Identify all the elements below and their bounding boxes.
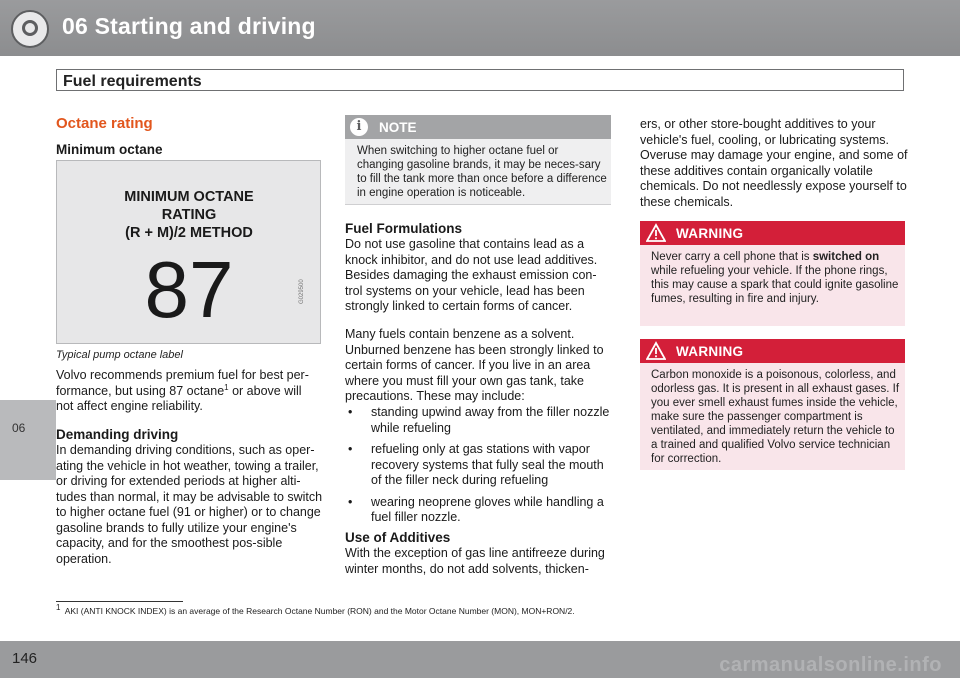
minimum-octane-heading: Minimum octane (56, 142, 163, 157)
figure-code: G029500 (299, 279, 305, 304)
list-item: • wearing neoprene gloves while handling a fuel filler nozzle. (348, 494, 604, 524)
use-of-additives-text: With the exception of gas line antifreeze during winter months, do not add solvents, thicken- (345, 546, 605, 576)
warning-label: WARNING (676, 226, 744, 241)
chapter-side-tab-label: 06 (12, 421, 26, 435)
volvo-logo-icon (11, 10, 49, 48)
demanding-driving-heading: Demanding driving (56, 427, 179, 442)
precautions-list (345, 405, 615, 532)
note-box (345, 115, 611, 205)
warning-text: Carbon monoxide is a poisonous, colorless, and odorless gas. It is present in all exhaust gases. If you ever smell exhaust fumes inside the vehicle, make sure the passenger compartment is ventilated, and immediately return the vehicle to a trained and qualified Volvo service technician for correction. (651, 369, 900, 465)
chapter-side-tab (0, 400, 56, 480)
warning-triangle-icon (646, 341, 666, 361)
section-title: Fuel requirements (63, 73, 202, 90)
figure-caption: Typical pump octane label (56, 349, 183, 361)
fuel-formulations-text: Do not use gasoline that contains lead as a knock inhibitor, and do not use lead additives. Besides damaging the exhaust emission con-trol systems on your vehicle, lead has been strongly linked to certain forms of cancer. (345, 237, 598, 313)
fuel-formulations-heading: Fuel Formulations (345, 221, 463, 236)
list-item: • refueling only at gas stations with vapor recovery systems that fully seal the mouth of the filler neck during refueling (348, 442, 604, 487)
warning-box-carbon-monoxide (640, 339, 905, 470)
warning-text: Never carry a cell phone that is switched on while refueling your vehicle. If the phone rings, this may cause a spark that could ignite gasoline fumes, resulting in fire and injury. (651, 251, 899, 305)
chapter-title: 06 Starting and driving (62, 13, 316, 39)
left-margin (0, 56, 56, 641)
additives-continued-text: ers, or other store-bought additives to your vehicle's fuel, cooling, or lubricating systems. Overuse may damage your engine, and some of these additives contain organically volatile chemicals. Do not needlessly expose yourself to these chemicals. (640, 117, 908, 209)
warning-header (640, 221, 905, 245)
page-number: 146 (12, 650, 38, 667)
note-text: When switching to higher octane fuel or changing gasoline brands, it may be neces-sary to fill the tank more than once before a difference in engine operation is noticeable. (357, 145, 607, 199)
octane-rating-heading: Octane rating (56, 115, 153, 132)
footnote-ref: 1 (224, 382, 229, 392)
warning-box-cell-phone (640, 221, 905, 326)
info-icon: i (350, 118, 368, 136)
note-label: NOTE (379, 120, 417, 135)
pump-octane-label-image (56, 160, 321, 344)
warning-label: WARNING (676, 344, 744, 359)
benzene-text: Many fuels contain benzene as a solvent. Unburned benzene has been strongly linked to certain forms of cancer. If you live in an area where you must fill your own gas tank, take precautions. These may include: (345, 327, 604, 403)
footnote: $^1$ AKI (ANTI KNOCK INDEX) is an average of the Research Octane Number (RON) and the Motor Octane Number (MON), MON+RON/2. (56, 603, 575, 616)
watermark: carmanualsonline.info (719, 654, 942, 676)
use-of-additives-heading: Use of Additives (345, 530, 451, 545)
octane-paragraph: Volvo recommends premium fuel for best per- formance, but using 87 octane$^1$ or above will not affect engine reliability. (56, 368, 309, 413)
warning-triangle-icon (646, 223, 666, 243)
note-header (345, 115, 611, 139)
demanding-driving-text: In demanding driving conditions, such as oper-ating the vehicle in hot weather, towing a trailer, or driving for extended periods at higher alti-tudes than normal, it may be advisable to switch to higher octane fuel (91 or higher) or to change gasoline brands to fully utilize your engine's capacity, and for the smoothest pos-sible operation. (56, 443, 323, 566)
list-item: • standing upwind away from the filler nozzle while refueling (348, 405, 610, 435)
pump-label-title: MINIMUM OCTANE RATING (R + M)/2 METHOD (124, 189, 254, 241)
pump-octane-number: 87 (144, 245, 234, 334)
footnote-divider (56, 601, 183, 602)
warning-header (640, 339, 905, 363)
chapter-header-bar (0, 0, 960, 56)
